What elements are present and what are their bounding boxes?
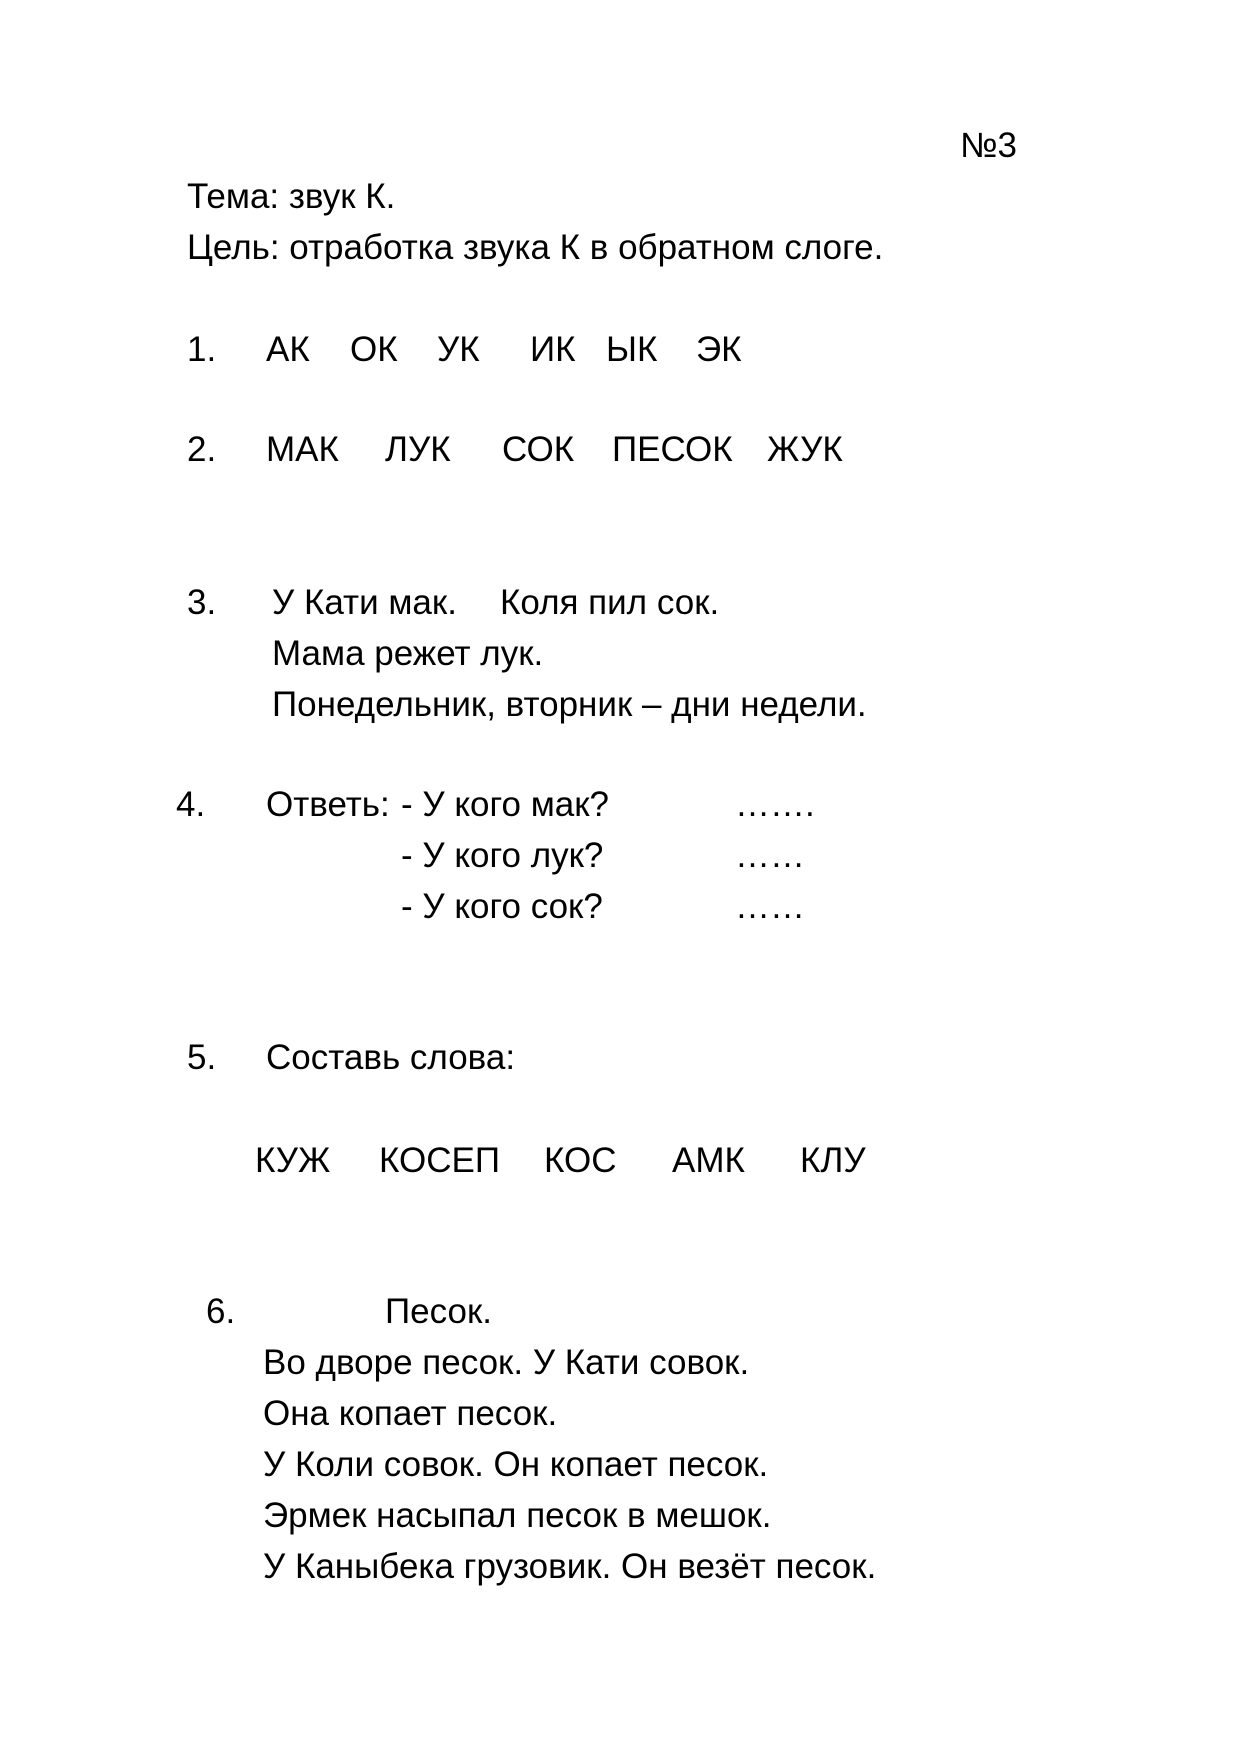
syllable: УК (437, 330, 480, 369)
syllable: ОК (350, 330, 398, 369)
story-line: Эрмек насыпал песок в мешок. (263, 1496, 772, 1535)
task-number: 6. (206, 1292, 236, 1331)
scrambled-word: КОС (544, 1141, 617, 1180)
topic-line: Тема: звук К. (187, 177, 396, 216)
word: СОК (502, 430, 575, 469)
syllable: ЭК (696, 330, 742, 369)
story-line: Она копает песок. (263, 1394, 558, 1433)
question: - У кого лук? (401, 836, 604, 875)
answer-prompt: Ответь: (266, 785, 390, 824)
word: ПЕСОК (612, 430, 733, 469)
story-title: Песок. (385, 1292, 493, 1331)
scrambled-word: КОСЕП (379, 1141, 500, 1180)
sentence: Мама режет лук. (272, 634, 544, 673)
task-number: 4. (176, 785, 206, 824)
task-instruction: Составь слова: (266, 1038, 516, 1077)
scrambled-word: АМК (672, 1141, 745, 1180)
question: - У кого сок? (401, 887, 603, 926)
sentence: Коля пил сок. (500, 583, 720, 622)
syllable: ИК (530, 330, 576, 369)
scrambled-word: КЛУ (800, 1141, 866, 1180)
syllable: АК (266, 330, 310, 369)
story-line: Во дворе песок. У Кати совок. (263, 1343, 750, 1382)
syllable: ЫК (606, 330, 658, 369)
word: МАК (266, 430, 339, 469)
question: - У кого мак? (401, 785, 610, 824)
task-number: 1. (187, 330, 217, 369)
word: ЛУК (385, 430, 451, 469)
task-number: 3. (187, 583, 217, 622)
answer-blank: …… (735, 836, 805, 875)
story-line: У Каныбека грузовик. Он везёт песок. (263, 1547, 877, 1586)
sentence: У Кати мак. (272, 583, 457, 622)
scrambled-word: КУЖ (255, 1141, 331, 1180)
answer-blank: ……. (735, 785, 815, 824)
word: ЖУК (767, 430, 843, 469)
answer-blank: …… (735, 887, 805, 926)
task-number: 5. (187, 1038, 217, 1077)
task-number: 2. (187, 430, 217, 469)
goal-line: Цель: отработка звука К в обратном слоге. (187, 228, 884, 267)
sentence: Понедельник, вторник – дни недели. (272, 685, 867, 724)
story-line: У Коли совок. Он копает песок. (263, 1445, 769, 1484)
page-number: №3 (960, 126, 1018, 165)
